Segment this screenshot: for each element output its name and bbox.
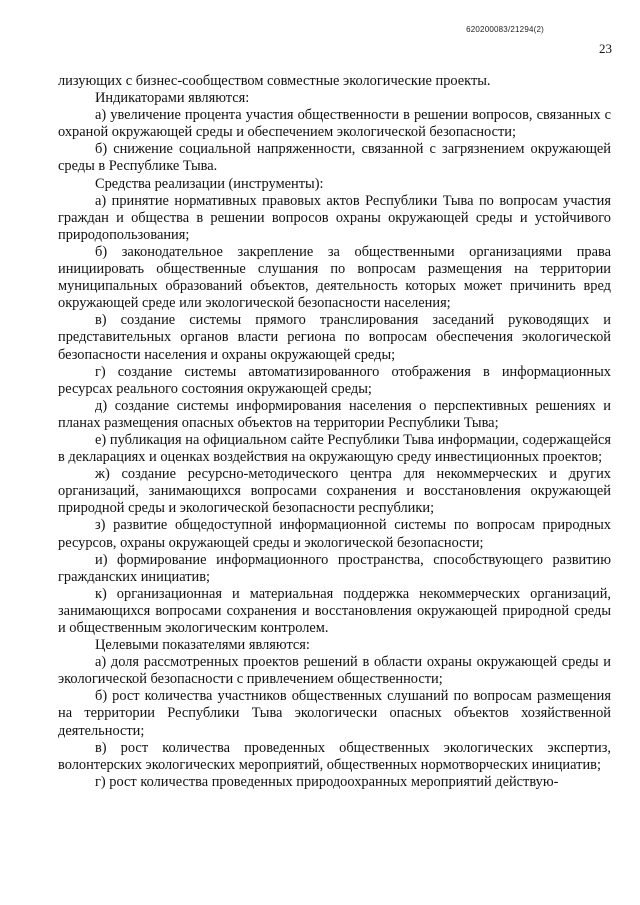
paragraph: б) снижение социальной напряженности, связанной с загрязнением окружающей среды в Республике Тыва. <box>58 141 611 175</box>
paragraph: и) формирование информационного пространства, способствующего развитию гражданских инициатив; <box>58 551 611 585</box>
paragraph: д) создание системы информирования населения о перспективных решениях и планах размещения опасных объектов на территории Республики Тыва; <box>58 397 611 431</box>
paragraph: а) принятие нормативных правовых актов Республики Тыва по вопросам участия граждан и общества в решении вопросов охраны окружающей среды и устойчивого природопользования; <box>58 192 611 243</box>
paragraph: б) рост количества участников общественных слушаний по вопросам размещения на территории Республики Тыва экологически опасных объектов хозяйственной деятельности; <box>58 688 611 739</box>
paragraph: ж) создание ресурсно-методического центра для некоммерческих и других организаций, занимающихся вопросами сохранения и восстановления окружающей природной среды и экологической безопасности республики; <box>58 466 611 517</box>
paragraph: а) доля рассмотренных проектов решений в области охраны окружающей среды и экологической безопасности с привлечением общественности; <box>58 654 611 688</box>
paragraph: б) законодательное закрепление за общественными организациями права инициировать общественные слушания по вопросам размещения на территории муниципальных образований объектов, деятельность которых может причинить вред окружающей среде или экологической безопасности населения; <box>58 243 611 312</box>
paragraph: к) организационная и материальная поддержка некоммерческих организаций, занимающихся вопросами сохранения и восстановления окружающей природной среды и общественным экологическим контролем. <box>58 585 611 636</box>
paragraph: з) развитие общедоступной информационной системы по вопросам природных ресурсов, охраны окружающей среды и экологической безопасности; <box>58 517 611 551</box>
paragraph: г) рост количества проведенных природоохранных мероприятий действую- <box>95 773 559 790</box>
paragraph-indicators-heading: Индикаторами являются: <box>95 90 250 107</box>
paragraph: е) публикация на официальном сайте Республики Тыва информации, содержащейся в декларациях и оценках воздействия на окружающую среду инвестиционных проектов; <box>58 431 611 466</box>
paragraph: в) создание системы прямого транслирования заседаний руководящих и представительных органов власти региона по вопросам обеспечения экологической безопасности населения и охраны окружающей среды; <box>58 312 611 363</box>
paragraph: г) создание системы автоматизированного отображения в информационных ресурсах реального состояния окружающей среды; <box>58 363 611 397</box>
page-number: 23 <box>599 41 612 56</box>
document-code: 620200083/21294(2) <box>466 25 544 34</box>
paragraph-continuation: лизующих с бизнес-сообществом совместные экологические проекты. <box>58 73 491 89</box>
document-body <box>58 73 611 791</box>
paragraph-targets-heading: Целевыми показателями являются: <box>95 637 310 654</box>
paragraph: а) увеличение процента участия общественности в решении вопросов, связанных с охраной окружающей среды и обеспечением экологической безопасности; <box>58 107 611 141</box>
paragraph: в) рост количества проведенных общественных экологических экспертиз, волонтерских экологических мероприятий, общественных нормотворческих инициатив; <box>58 739 611 773</box>
paragraph-tools-heading: Средства реализации (инструменты): <box>95 175 324 192</box>
